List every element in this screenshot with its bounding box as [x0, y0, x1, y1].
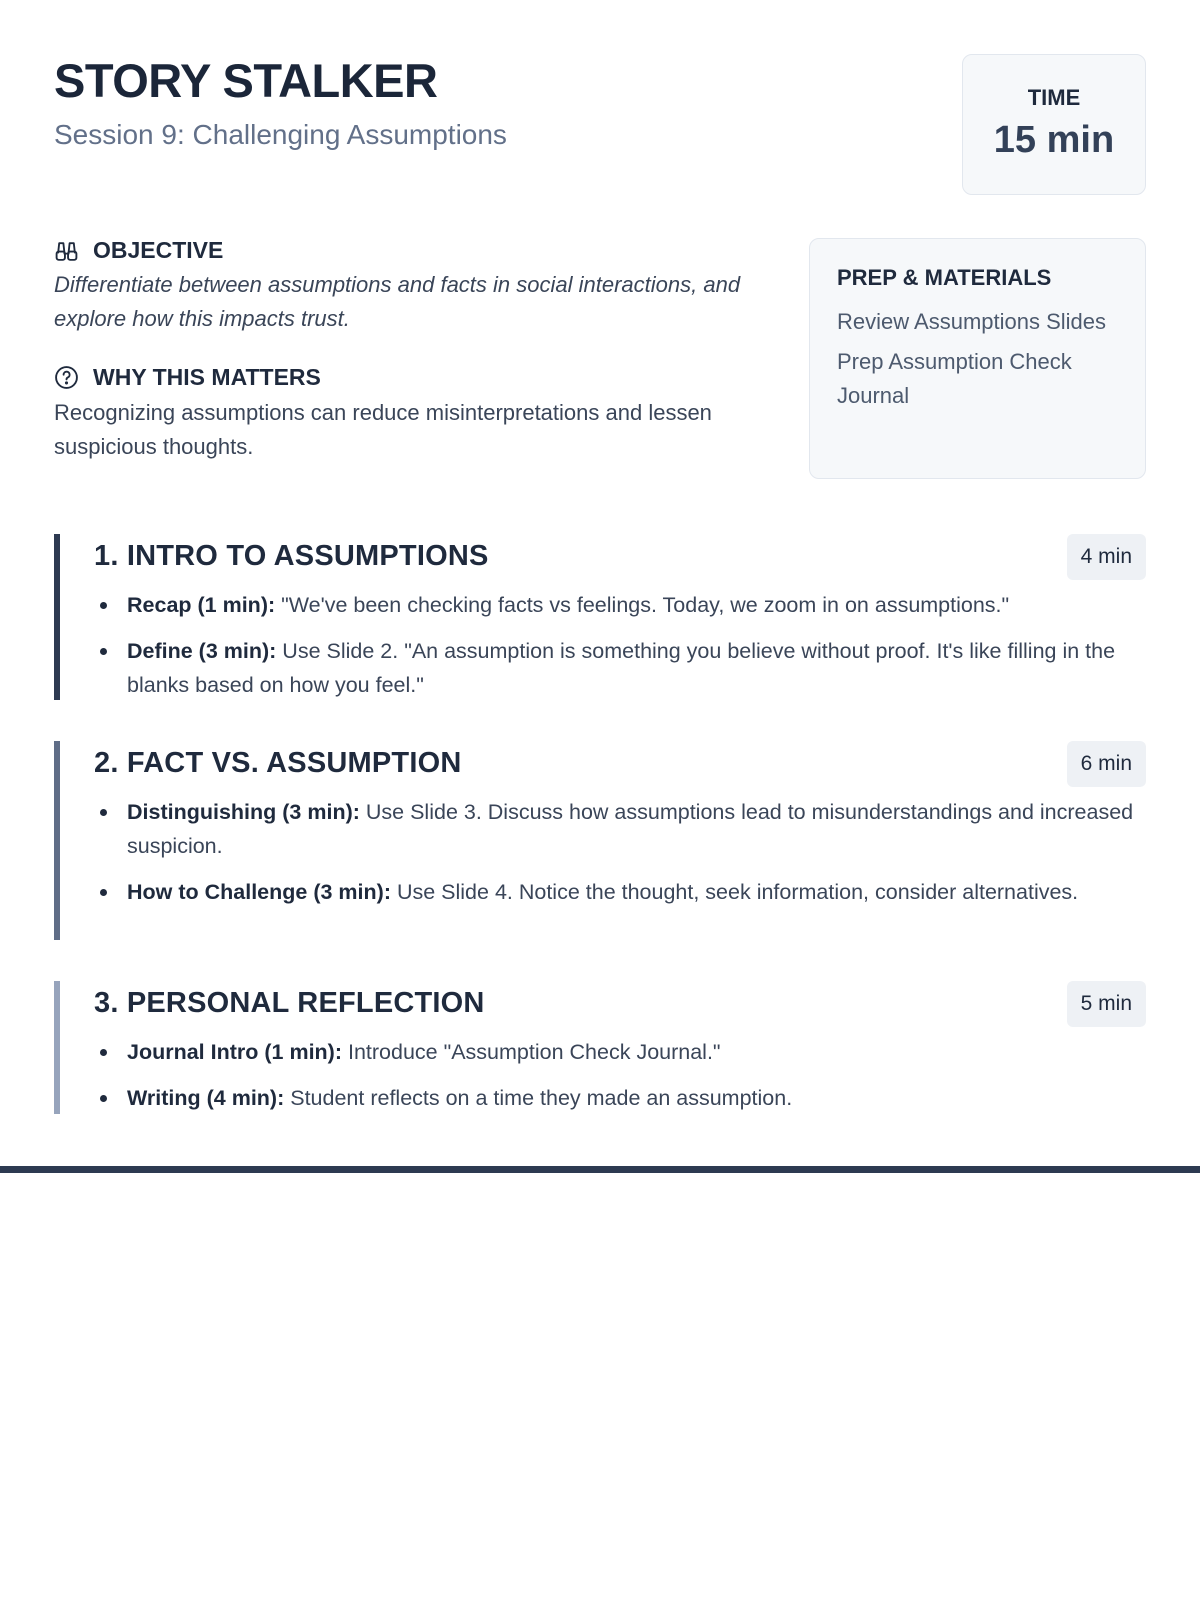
- item-text: Use Slide 4. Notice the thought, seek information, consider alternatives.: [390, 880, 1079, 904]
- step-time-badge: 4 min: [1067, 534, 1146, 580]
- list-item: [94, 588, 1146, 622]
- prep-title: PREP & MATERIALS: [837, 265, 1052, 290]
- step-list: [94, 1035, 1146, 1127]
- why-text: Recognizing assumptions can reduce misinterpretations and lessen suspicious thoughts.: [54, 400, 712, 459]
- item-label: Writing (4 min):: [127, 1086, 285, 1110]
- step-list: [94, 795, 1146, 921]
- list-item: [94, 634, 1146, 702]
- step-list: [94, 588, 1146, 714]
- step-time-badge: 5 min: [1067, 981, 1146, 1027]
- list-item: [94, 875, 1146, 909]
- step-time-badge: 6 min: [1067, 741, 1146, 787]
- item-text: Student reflects on a time they made an assumption.: [284, 1086, 793, 1110]
- step-title: 3. PERSONAL REFLECTION: [94, 987, 485, 1019]
- item-text: Introduce "Assumption Check Journal.": [342, 1040, 721, 1064]
- prep-materials-box: [809, 238, 1146, 479]
- prep-item: Review Assumptions Slides: [837, 309, 1107, 334]
- objective-heading: [54, 237, 223, 264]
- step-title: 2. FACT VS. ASSUMPTION: [94, 747, 462, 779]
- time-box: [962, 54, 1146, 195]
- step-section: [54, 534, 1146, 700]
- item-label: Define (3 min):: [127, 639, 277, 663]
- item-text: Use Slide 2. "An assumption is something you believe without proof. It's like filling in the blanks based on how you feel.": [127, 639, 1116, 697]
- time-label: TIME: [1027, 85, 1081, 110]
- step-title: 1. INTRO TO ASSUMPTIONS: [94, 540, 489, 572]
- page-title: STORY STALKER: [54, 54, 438, 107]
- step-section: [54, 741, 1146, 940]
- item-label: How to Challenge (3 min):: [127, 880, 391, 904]
- item-text: "We've been checking facts vs feelings. Today, we zoom in on assumptions.": [275, 593, 1010, 617]
- why-heading: [54, 364, 321, 391]
- prep-item: Prep Assumption Check Journal: [837, 349, 1072, 408]
- time-value: 15 min: [993, 119, 1115, 161]
- item-label: Journal Intro (1 min):: [127, 1040, 342, 1064]
- binoculars-icon: [54, 238, 79, 263]
- list-item: [94, 1035, 1146, 1069]
- session-subtitle: Session 9: Challenging Assumptions: [54, 119, 507, 150]
- item-label: Distinguishing (3 min):: [127, 800, 360, 824]
- objective-heading-label: OBJECTIVE: [93, 237, 224, 263]
- list-item: [94, 1081, 1146, 1115]
- step-section: [54, 981, 1146, 1114]
- objective-text: Differentiate between assumptions and facts in social interactions, and explore how this impacts trust.: [54, 272, 741, 331]
- why-heading-label: WHY THIS MATTERS: [93, 364, 321, 390]
- item-label: Recap (1 min):: [127, 593, 276, 617]
- bottom-divider: [0, 1166, 1200, 1173]
- item-text: Use Slide 3. Discuss how assumptions lead to misunderstandings and increased suspicion.: [127, 800, 1134, 858]
- question-circle-icon: [54, 365, 79, 390]
- list-item: [94, 795, 1146, 863]
